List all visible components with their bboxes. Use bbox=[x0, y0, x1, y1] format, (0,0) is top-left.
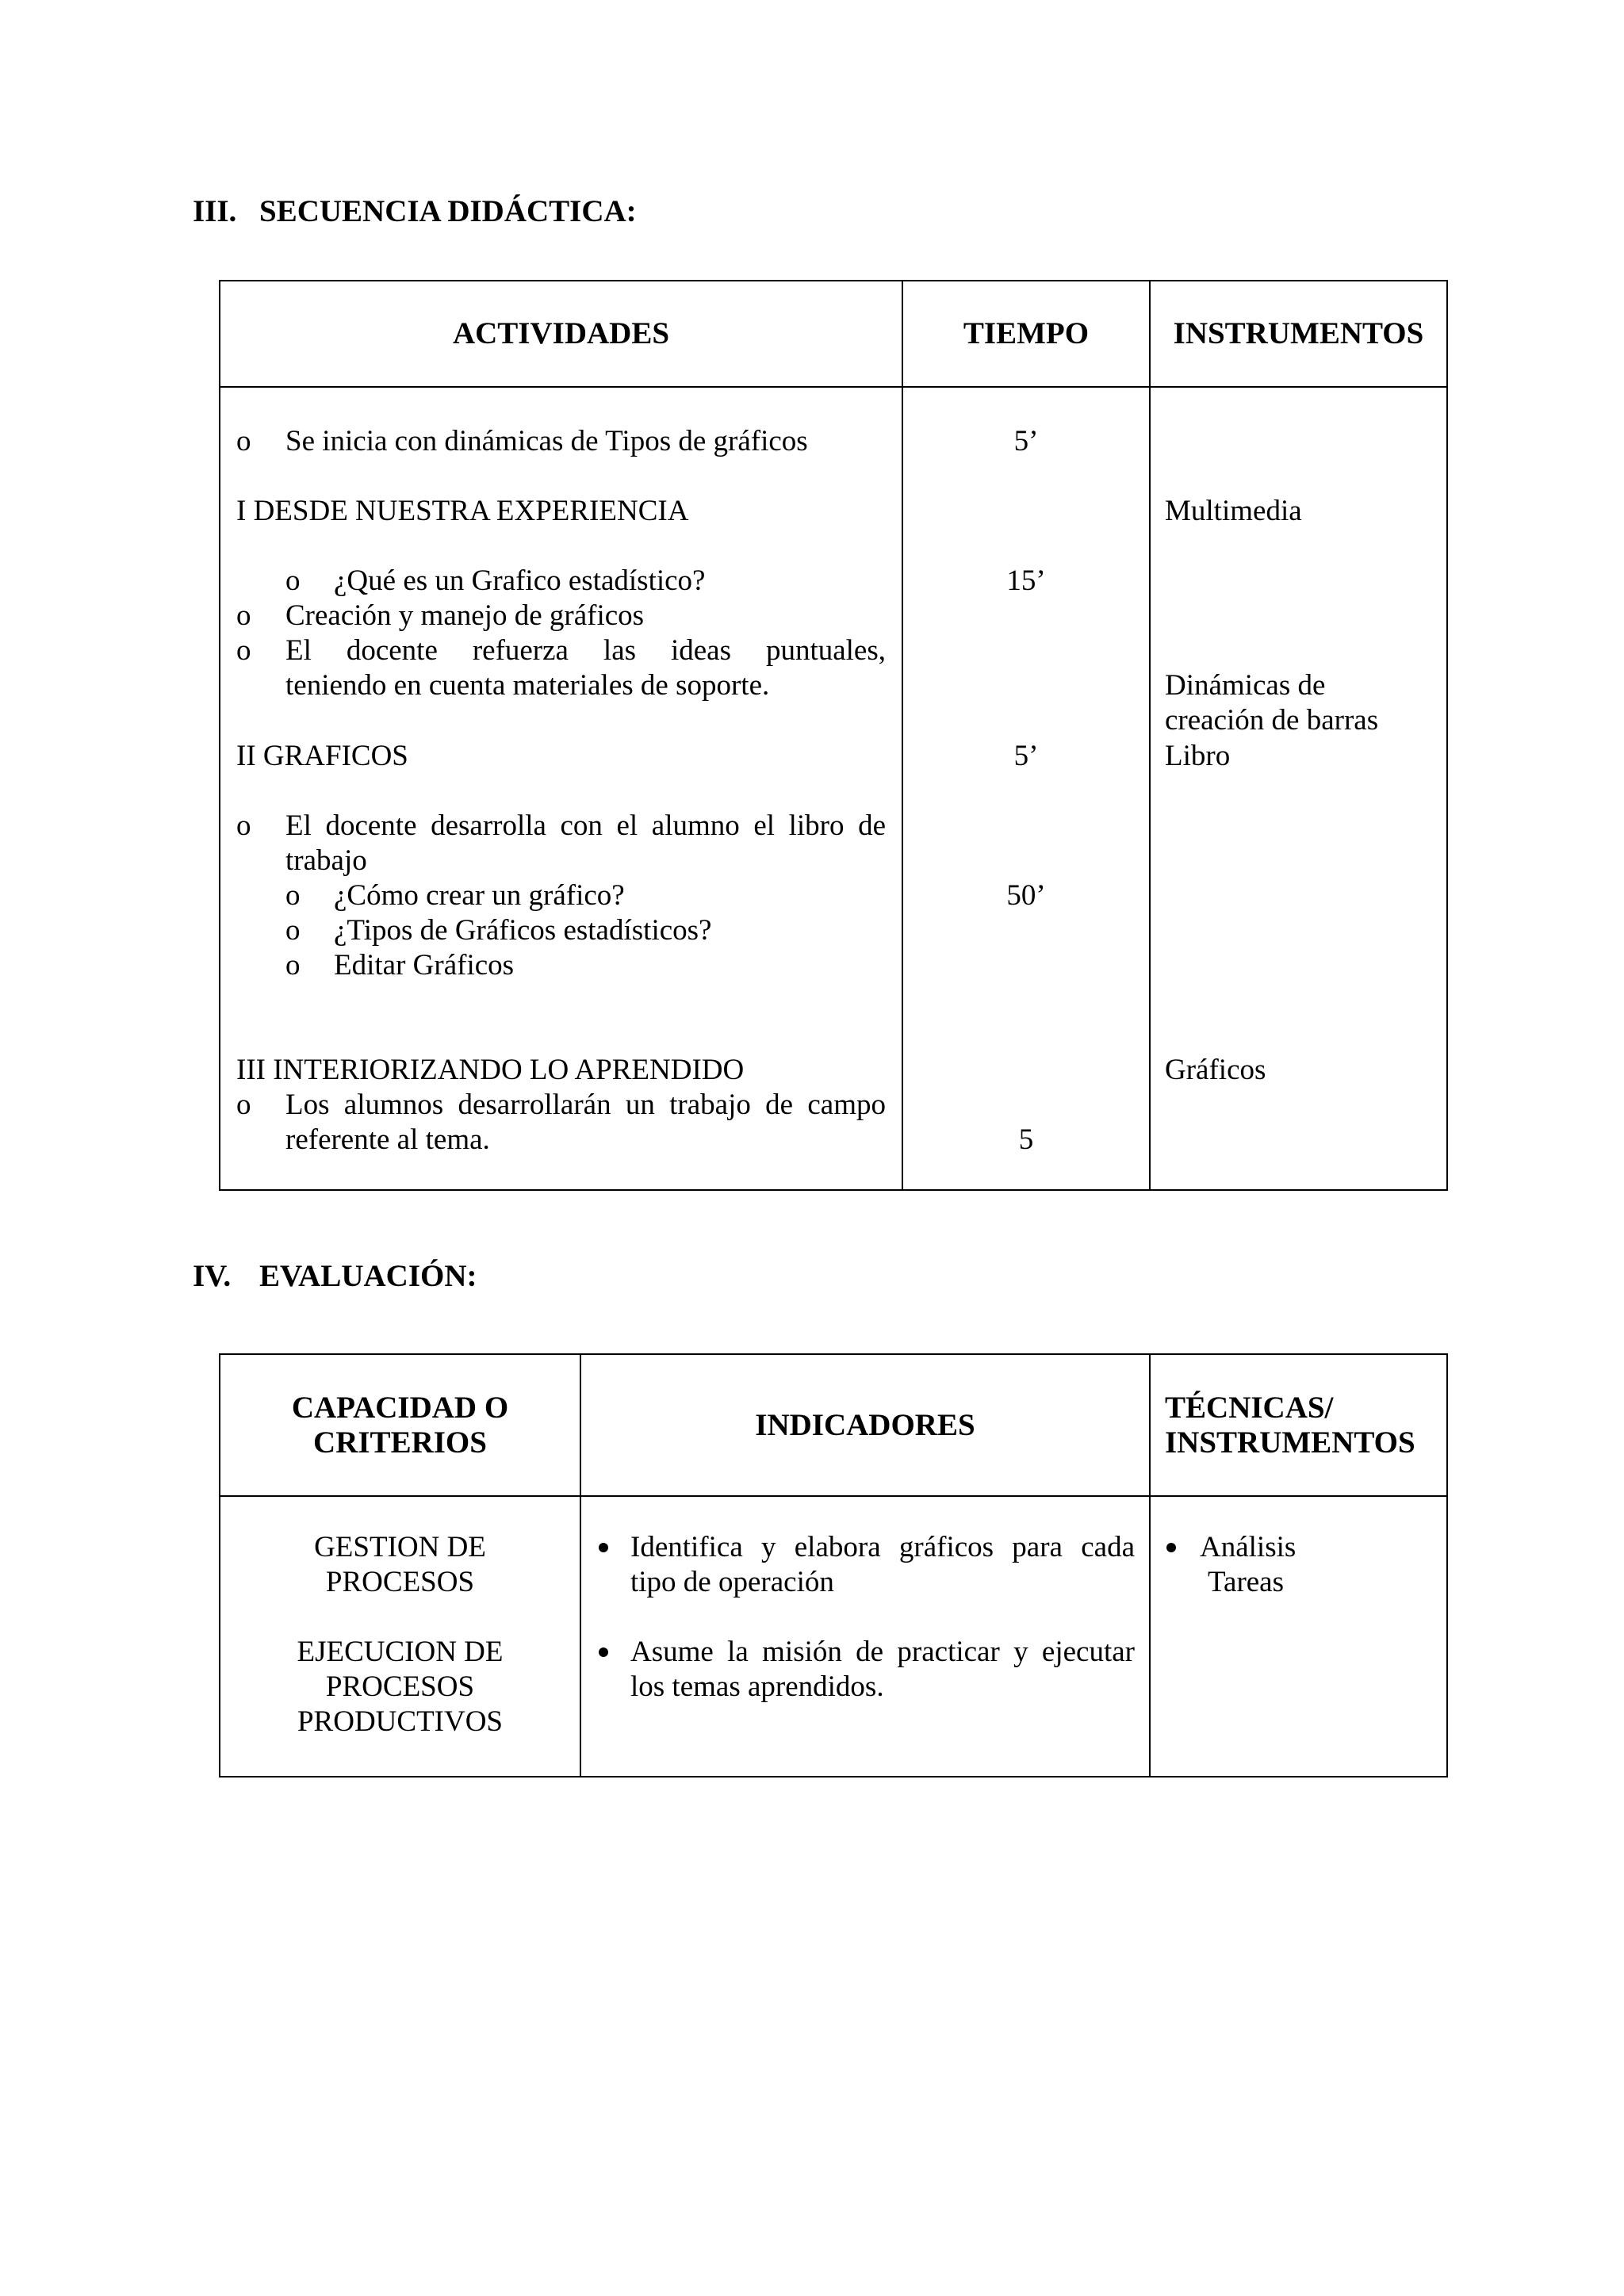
header-capacidad-line-2: CRITERIOS bbox=[313, 1425, 487, 1460]
section-4-number: IV. bbox=[193, 1259, 232, 1293]
activity-book-line-2: trabajo bbox=[285, 844, 367, 877]
header-tecnicas-line-1: TÉCNICAS/ bbox=[1165, 1390, 1334, 1425]
evaluation-table bbox=[219, 1353, 1448, 1777]
bullet-circle: o bbox=[285, 879, 301, 912]
question-how-to-create: ¿Cómo crear un gráfico? bbox=[334, 879, 625, 912]
bullet-dot bbox=[599, 1647, 608, 1657]
header-capacidad bbox=[220, 1354, 580, 1496]
activity-intro: Se inicia con dinámicas de Tipos de gráficos bbox=[285, 425, 808, 457]
didactic-sequence-table bbox=[219, 280, 1448, 1191]
header-instrumentos: INSTRUMENTOS bbox=[1150, 281, 1447, 387]
indicator-2-line-1: Asume la misión de practicar y ejecutar bbox=[630, 1636, 1135, 1668]
capacidad-gestion-line-1: GESTION DE bbox=[314, 1531, 486, 1563]
section-3-heading bbox=[193, 194, 637, 229]
time-value: 5’ bbox=[1013, 740, 1039, 772]
bullet-circle: o bbox=[285, 949, 301, 982]
header-capacidad-line-1: CAPACIDAD O bbox=[291, 1390, 509, 1425]
instrument-creacion: creación de barras bbox=[1165, 704, 1379, 737]
header-tiempo: TIEMPO bbox=[902, 281, 1150, 387]
indicadores-cell bbox=[580, 1496, 1150, 1777]
section-3-title: SECUENCIA DIDÁCTICA: bbox=[259, 194, 637, 228]
header-tecnicas-line-2: INSTRUMENTOS bbox=[1165, 1425, 1415, 1460]
bullet-circle: o bbox=[236, 425, 251, 457]
table-header-row bbox=[220, 281, 1447, 387]
times-cell bbox=[902, 387, 1150, 1190]
bullet-dot bbox=[599, 1543, 608, 1552]
activities-cell bbox=[220, 387, 902, 1190]
tecnica-tareas: Tareas bbox=[1208, 1566, 1285, 1598]
indicator-1-line-1: Identifica y elabora gráficos para cada bbox=[630, 1531, 1135, 1563]
activity-book-line-1: El docente desarrolla con el alumno el libro de bbox=[285, 809, 886, 842]
question-edit-charts: Editar Gráficos bbox=[334, 949, 515, 982]
part-3-title: III INTERIORIZANDO LO APRENDIDO bbox=[236, 1054, 745, 1086]
header-tecnicas bbox=[1150, 1354, 1447, 1496]
bullet-circle: o bbox=[236, 1089, 251, 1121]
instrument-dinamicas: Dinámicas de bbox=[1165, 669, 1326, 702]
bullet-circle: o bbox=[236, 599, 251, 632]
activity-field-line-2: referente al tema. bbox=[285, 1123, 490, 1156]
activity-teacher-line-2: teniendo en cuenta materiales de soporte. bbox=[285, 669, 770, 702]
time-value: 50’ bbox=[1006, 879, 1046, 912]
capacidad-gestion-line-2: PROCESOS bbox=[325, 1566, 475, 1598]
section-4-title: EVALUACIÓN: bbox=[259, 1259, 477, 1293]
header-actividades: ACTIVIDADES bbox=[220, 281, 902, 387]
bullet-dot bbox=[1166, 1543, 1176, 1552]
indicator-2-line-2: los temas aprendidos. bbox=[630, 1670, 884, 1703]
eval-header-row bbox=[220, 1354, 1447, 1496]
capacidad-ejecucion-line-3: PRODUCTIVOS bbox=[297, 1705, 504, 1738]
bullet-circle: o bbox=[285, 914, 301, 947]
tecnicas-cell bbox=[1150, 1496, 1447, 1777]
section-4-heading bbox=[193, 1259, 477, 1294]
question-chart-types: ¿Tipos de Gráficos estadísticos? bbox=[334, 914, 712, 947]
part-2-title: II GRAFICOS bbox=[236, 740, 408, 772]
instrument-multimedia: Multimedia bbox=[1165, 495, 1302, 527]
bullet-circle: o bbox=[285, 564, 301, 597]
capacidades-cell bbox=[220, 1496, 580, 1777]
activity-field-line-1: Los alumnos desarrollarán un trabajo de campo bbox=[285, 1089, 886, 1121]
question-what-is-chart: ¿Qué es un Grafico estadístico? bbox=[334, 564, 706, 597]
time-value: 5 bbox=[1018, 1123, 1034, 1156]
tecnica-analisis: Análisis bbox=[1200, 1531, 1297, 1563]
capacidad-ejecucion-line-1: EJECUCION DE bbox=[297, 1636, 504, 1668]
indicator-1-line-2: tipo de operación bbox=[630, 1566, 834, 1598]
eval-body-row bbox=[220, 1496, 1447, 1777]
table-body-row bbox=[220, 387, 1447, 1190]
capacidad-ejecucion-line-2: PROCESOS bbox=[325, 1670, 475, 1703]
instrument-libro: Libro bbox=[1165, 740, 1231, 772]
instruments-cell bbox=[1150, 387, 1447, 1190]
activity-teacher-line-1: El docente refuerza las ideas puntuales, bbox=[285, 634, 886, 667]
bullet-circle: o bbox=[236, 809, 251, 842]
time-value: 5’ bbox=[1013, 425, 1039, 457]
header-indicadores: INDICADORES bbox=[580, 1354, 1150, 1496]
activity-creation: Creación y manejo de gráficos bbox=[285, 599, 645, 632]
part-1-title: I DESDE NUESTRA EXPERIENCIA bbox=[236, 495, 689, 527]
section-3-number: III. bbox=[193, 194, 237, 228]
instrument-graficos: Gráficos bbox=[1165, 1054, 1266, 1086]
bullet-circle: o bbox=[236, 634, 251, 667]
time-value: 15’ bbox=[1006, 564, 1046, 597]
